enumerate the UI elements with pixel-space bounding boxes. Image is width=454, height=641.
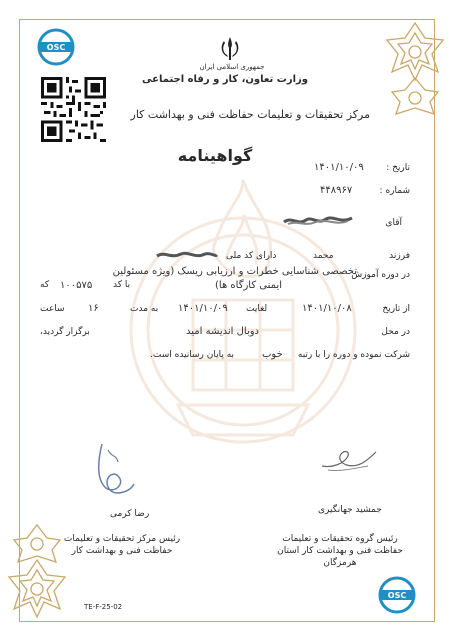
osc-logo-letters: OSC	[46, 43, 66, 52]
form-code: TE-F-25-02	[84, 603, 123, 611]
qr-code	[41, 77, 106, 142]
to-date: ۱۴۰۱/۱۰/۰۹	[178, 303, 228, 314]
place-label: در محل	[381, 327, 410, 337]
date-value: ۱۴۰۱/۱۰/۰۹	[314, 162, 364, 173]
redacted-name	[282, 212, 354, 230]
osc-logo-bottom	[378, 576, 416, 614]
held-label: برگزار گردید،	[40, 327, 90, 337]
number-label: شماره :	[379, 186, 410, 196]
course-label: در دوره آموزش	[351, 270, 410, 280]
top-right-ornament	[380, 18, 450, 118]
right-signer-name: جمشید جهانگیری	[318, 505, 382, 515]
code-label: با کد	[113, 280, 131, 290]
from-date: ۱۴۰۱/۱۰/۰۸	[302, 303, 352, 314]
left-signer-name: رضا کرمی	[110, 509, 150, 519]
rank-value: خوب	[262, 349, 283, 360]
mr-label: آقای	[385, 218, 402, 228]
completed-label: به پایان رسانیده است.	[150, 350, 235, 360]
redacted-national-code	[155, 248, 219, 262]
course-name-continued: ایمنی کارگاه ها)	[215, 280, 282, 291]
to-label: لغایت	[246, 304, 268, 314]
ministry-name: وزارت تعاون، کار و رفاه اجتماعی	[142, 74, 308, 85]
osc-logo-top	[37, 28, 75, 66]
course-name: تخصصی شناسایی خطرات و ارزیابی ریسک (ویژه مسئولین	[112, 266, 357, 277]
date-label: تاریخ :	[386, 163, 410, 173]
place-value: دوبال اندیشه امید	[186, 326, 260, 337]
course-code: ۱۰۰۵۷۵	[60, 280, 93, 291]
page-title: گواهینامه	[177, 146, 253, 165]
right-signature	[318, 444, 378, 474]
participation-label: شرکت نموده و دوره را با رتبه	[297, 350, 410, 360]
duration-label: به مدت	[130, 304, 159, 314]
osc-logo-letters: OSC	[387, 591, 407, 600]
right-signer-title-2: حفاظت فنی و بهداشت کار استان	[277, 546, 403, 556]
hours-label: ساعت	[40, 304, 65, 314]
left-signature	[88, 440, 140, 502]
center-name: مرکز تحقیقات و تعلیمات حفاظت فنی و بهداشت کار	[130, 108, 370, 121]
iran-emblem-icon	[218, 36, 242, 62]
hours-value: ۱۶	[88, 303, 99, 314]
left-signer-title-1: رئیس مرکز تحقیقات و تعلیمات	[63, 534, 181, 544]
child-label: فرزند	[389, 251, 410, 261]
right-signer-title-1: رئیس گروه تحقیقات و تعلیمات	[282, 534, 398, 544]
right-signer-title-3: هرمزگان	[323, 558, 357, 568]
number-value: ۴۴۸۹۶۷	[320, 185, 353, 196]
left-signer-title-2: حفاظت فنی و بهداشت کار	[71, 546, 173, 556]
emblem-caption: جمهوری اسلامی ایران	[199, 63, 265, 71]
national-code-label: دارای کد ملی	[226, 251, 277, 261]
father-name: محمد	[313, 251, 334, 261]
from-date-label: از تاریخ	[382, 304, 410, 314]
that-label: که	[40, 280, 50, 290]
